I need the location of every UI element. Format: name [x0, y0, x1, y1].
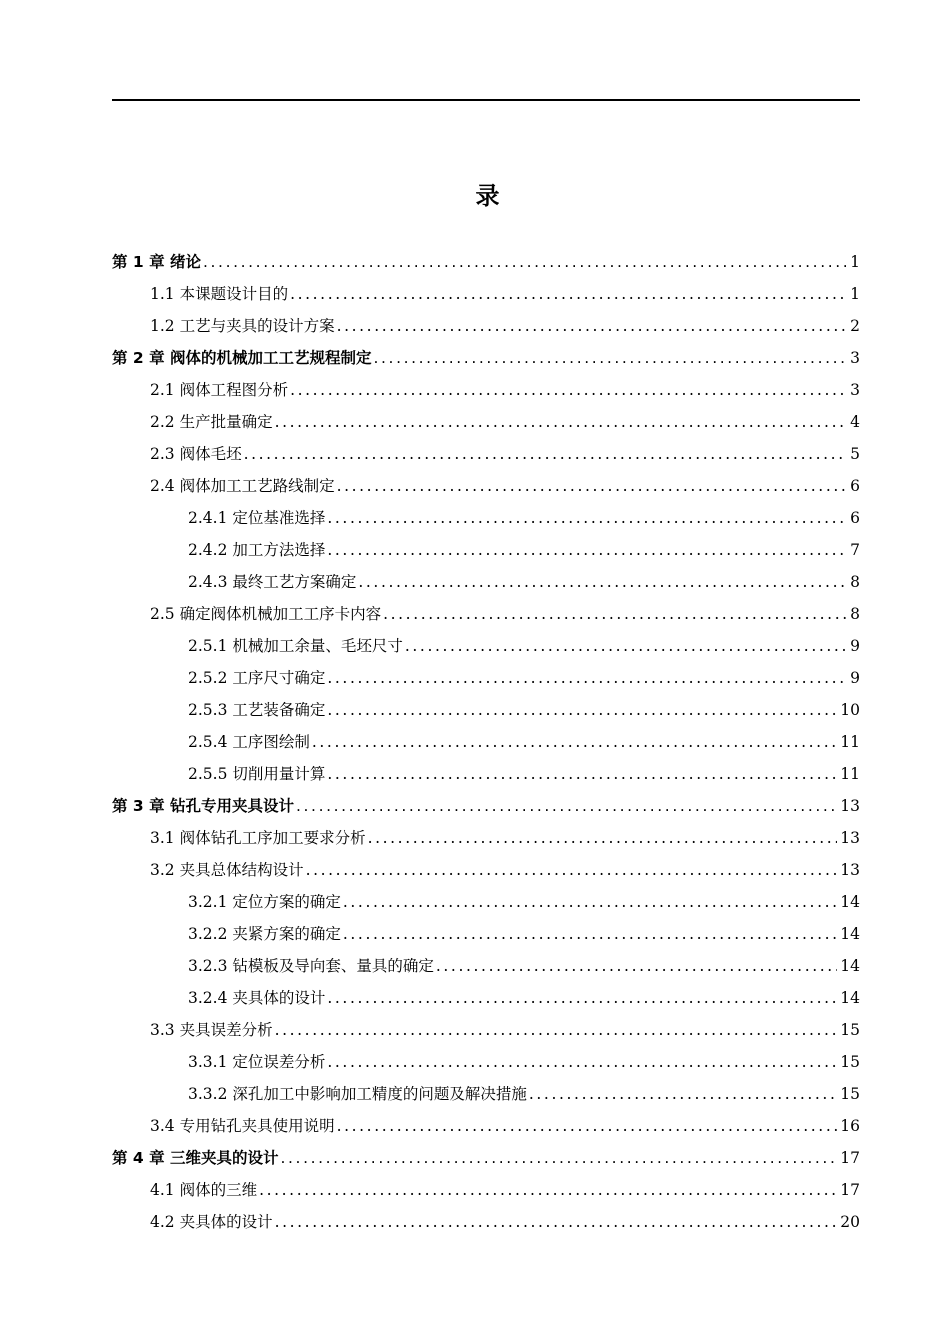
toc-entry[interactable] — [112, 406, 860, 438]
toc-entry[interactable] — [112, 694, 860, 726]
toc-entry-page-number: 2 — [850, 317, 860, 335]
dot-leader — [327, 1046, 837, 1078]
toc-entry-page-number: 3 — [850, 381, 860, 399]
toc-entry[interactable] — [112, 790, 860, 822]
dot-leader — [383, 598, 847, 630]
toc-entry-label: 第 1 章 绪论 — [112, 253, 201, 271]
dot-leader — [327, 694, 837, 726]
toc-entry[interactable] — [112, 726, 860, 758]
dot-leader — [327, 502, 847, 534]
toc-entry-page-number: 5 — [850, 445, 860, 463]
toc-entry-label: 3.4 专用钻孔夹具使用说明 — [150, 1117, 335, 1135]
toc-entry-label: 2.5.4 工序图绘制 — [188, 733, 310, 751]
toc-entry[interactable] — [112, 758, 860, 790]
table-of-contents — [112, 246, 860, 1238]
toc-entry[interactable] — [112, 246, 860, 278]
dot-leader — [203, 246, 847, 278]
toc-entry-page-number: 9 — [850, 637, 860, 655]
toc-entry-page-number: 17 — [840, 1149, 860, 1167]
toc-entry-page-number: 20 — [840, 1213, 860, 1231]
toc-entry-label: 3.3 夹具误差分析 — [150, 1021, 273, 1039]
toc-entry-label: 1.2 工艺与夹具的设计方案 — [150, 317, 335, 335]
toc-entry-page-number: 8 — [850, 573, 860, 591]
toc-entry-page-number: 11 — [840, 733, 860, 751]
toc-entry-page-number: 15 — [840, 1085, 860, 1103]
dot-leader — [306, 854, 838, 886]
toc-entry-label: 3.2.2 夹紧方案的确定 — [188, 925, 341, 943]
toc-entry[interactable] — [112, 886, 860, 918]
dot-leader — [327, 982, 837, 1014]
toc-entry-label: 2.5.2 工序尺寸确定 — [188, 669, 326, 687]
toc-entry-page-number: 14 — [840, 893, 860, 911]
toc-entry-page-number: 3 — [850, 349, 860, 367]
toc-entry-label: 3.3.2 深孔加工中影响加工精度的问题及解决措施 — [188, 1085, 527, 1103]
toc-entry[interactable] — [112, 502, 860, 534]
dot-leader — [312, 726, 837, 758]
toc-entry-label: 2.5.3 工艺装备确定 — [188, 701, 326, 719]
toc-entry-label: 2.5.1 机械加工余量、毛坯尺寸 — [188, 637, 403, 655]
toc-entry-page-number: 14 — [840, 989, 860, 1007]
toc-entry[interactable] — [112, 342, 860, 374]
dot-leader — [529, 1078, 837, 1110]
toc-entry[interactable] — [112, 1142, 860, 1174]
toc-entry-label: 1.1 本课题设计目的 — [150, 285, 289, 303]
toc-entry-page-number: 15 — [840, 1053, 860, 1071]
dot-leader — [290, 278, 847, 310]
dot-leader — [327, 534, 847, 566]
toc-entry-label: 3.3.1 定位误差分析 — [188, 1053, 326, 1071]
toc-entry-page-number: 4 — [850, 413, 860, 431]
toc-entry[interactable] — [112, 1078, 860, 1110]
dot-leader — [244, 438, 848, 470]
toc-entry-page-number: 13 — [840, 829, 860, 847]
toc-entry-page-number: 7 — [850, 541, 860, 559]
toc-entry[interactable] — [112, 1046, 860, 1078]
toc-entry-page-number: 10 — [840, 701, 860, 719]
toc-entry[interactable] — [112, 662, 860, 694]
toc-entry[interactable] — [112, 470, 860, 502]
toc-entry-label: 3.2 夹具总体结构设计 — [150, 861, 304, 879]
dot-leader — [373, 342, 847, 374]
toc-entry-label: 3.2.3 钻模板及导向套、量具的确定 — [188, 957, 434, 975]
toc-entry[interactable] — [112, 1014, 860, 1046]
toc-entry-label: 2.5 确定阀体机械加工工序卡内容 — [150, 605, 382, 623]
toc-entry[interactable] — [112, 982, 860, 1014]
toc-entry-page-number: 14 — [840, 957, 860, 975]
toc-entry-label: 第 3 章 钻孔专用夹具设计 — [112, 797, 294, 815]
toc-entry-label: 4.2 夹具体的设计 — [150, 1213, 273, 1231]
dot-leader — [327, 758, 837, 790]
toc-entry[interactable] — [112, 854, 860, 886]
toc-entry[interactable] — [112, 1206, 860, 1238]
toc-entry[interactable] — [112, 310, 860, 342]
dot-leader — [275, 1014, 838, 1046]
toc-entry-page-number: 13 — [840, 797, 860, 815]
toc-entry-page-number: 17 — [840, 1181, 860, 1199]
toc-entry-page-number: 1 — [850, 253, 860, 271]
toc-entry[interactable] — [112, 1174, 860, 1206]
dot-leader — [280, 1142, 837, 1174]
page-title: 录 — [475, 182, 500, 210]
toc-entry[interactable] — [112, 278, 860, 310]
dot-leader — [368, 822, 838, 854]
toc-entry[interactable] — [112, 534, 860, 566]
toc-entry-label: 3.2.1 定位方案的确定 — [188, 893, 341, 911]
dot-leader — [327, 662, 847, 694]
toc-entry[interactable] — [112, 822, 860, 854]
toc-entry-label: 2.4 阀体加工工艺路线制定 — [150, 477, 335, 495]
toc-entry-label: 4.1 阀体的三维 — [150, 1181, 258, 1199]
dot-leader — [337, 310, 848, 342]
toc-entry-label: 3.1 阀体钻孔工序加工要求分析 — [150, 829, 366, 847]
dot-leader — [337, 470, 848, 502]
dot-leader — [337, 1110, 838, 1142]
toc-entry[interactable] — [112, 566, 860, 598]
toc-entry-page-number: 16 — [840, 1117, 860, 1135]
toc-entry-label: 2.4.3 最终工艺方案确定 — [188, 573, 357, 591]
toc-entry-label: 2.5.5 切削用量计算 — [188, 765, 326, 783]
toc-entry-page-number: 6 — [850, 477, 860, 495]
toc-entry[interactable] — [112, 598, 860, 630]
toc-entry-label: 2.4.2 加工方法选择 — [188, 541, 326, 559]
dot-leader — [436, 950, 837, 982]
dot-leader — [259, 1174, 837, 1206]
toc-entry-page-number: 9 — [850, 669, 860, 687]
toc-entry[interactable] — [112, 1110, 860, 1142]
toc-entry-label: 2.4.1 定位基准选择 — [188, 509, 326, 527]
dot-leader — [405, 630, 847, 662]
toc-entry-label: 第 4 章 三维夹具的设计 — [112, 1149, 279, 1167]
dot-leader — [296, 790, 837, 822]
toc-entry-page-number: 8 — [850, 605, 860, 623]
toc-entry[interactable] — [112, 630, 860, 662]
dot-leader — [343, 886, 837, 918]
toc-entry-page-number: 14 — [840, 925, 860, 943]
dot-leader — [275, 1206, 838, 1238]
toc-entry[interactable] — [112, 918, 860, 950]
dot-leader — [290, 374, 847, 406]
toc-entry-page-number: 15 — [840, 1021, 860, 1039]
toc-entry[interactable] — [112, 374, 860, 406]
dot-leader — [358, 566, 847, 598]
toc-entry[interactable] — [112, 438, 860, 470]
dot-leader — [275, 406, 848, 438]
dot-leader — [343, 918, 837, 950]
toc-entry-page-number: 6 — [850, 509, 860, 527]
toc-entry-label: 第 2 章 阀体的机械加工工艺规程制定 — [112, 349, 372, 367]
toc-entry-label: 2.2 生产批量确定 — [150, 413, 273, 431]
toc-entry-page-number: 11 — [840, 765, 860, 783]
toc-entry-label: 3.2.4 夹具体的设计 — [188, 989, 326, 1007]
toc-entry[interactable] — [112, 950, 860, 982]
toc-entry-page-number: 13 — [840, 861, 860, 879]
toc-entry-label: 2.1 阀体工程图分析 — [150, 381, 289, 399]
header-rule — [112, 99, 860, 101]
toc-entry-page-number: 1 — [850, 285, 860, 303]
toc-entry-label: 2.3 阀体毛坯 — [150, 445, 242, 463]
